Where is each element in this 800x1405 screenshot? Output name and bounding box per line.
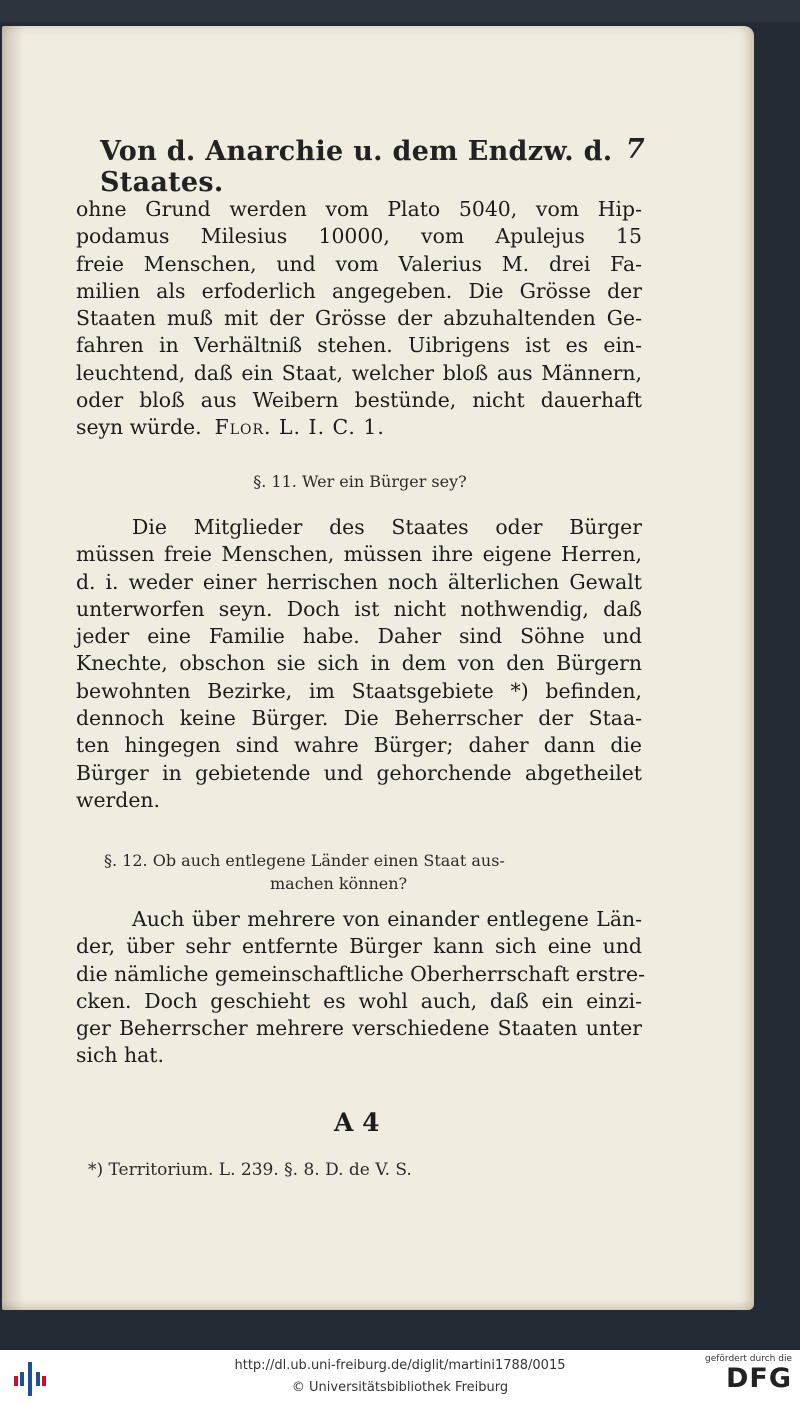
text-line: müssen freie Menschen, müssen ihre eigene Herren, [76,542,642,567]
text-line: der, über sehr entfernte Bürger kann sich eine und [76,934,642,959]
text-line: milien als erfoderlich angegeben. Die Grösse der [76,278,642,303]
section-heading-11: §. 11. Wer ein Bürger sey? [253,472,467,491]
text-line: d. i. weder einer herrischen noch älterlichen Gewalt [76,569,642,594]
paragraph-2 [76,514,642,814]
text-line: ohne Grund werden vom Plato 5040, vom Hip- [76,197,642,221]
text-line: werden. [76,787,161,812]
running-head-title: Von d. Anarchie u. dem Endzw. d. Staates. [100,136,613,198]
signature-mark: A 4 [334,1108,380,1137]
text-line: sich hat. [76,1043,164,1068]
text-line: die nämliche gemeinschaftliche Oberherrschaft erstre- [76,961,645,986]
text-line: unterworfen seyn. Doch ist nicht nothwendig, daß [76,596,642,621]
page-url[interactable]: http://dl.ub.uni-freiburg.de/diglit/martini1788/0015 [234,1358,566,1373]
running-head [100,136,645,198]
section-heading-12: §. 12. Ob auch entlegene Länder einen Staat aus- [104,851,505,870]
page-number: 7 [625,134,645,165]
paragraph-1 [76,196,642,442]
text-line: ten hingegen sind wahre Bürger; daher dann die [76,733,642,758]
text-line: Staaten muß mit der Grösse der abzuhaltenden Ge- [76,306,642,331]
text-line: Knechte, obschon sie sich in dem von den Bürgern [76,651,642,676]
text-line: dennoch keine Bürger. Die Beherrscher der Staa- [76,706,642,731]
text-line: fahren in Verhältniß stehen. Uibrigens ist es ein- [76,333,642,358]
text-line: Auch über mehrere von einander entlegene Län- [132,907,642,931]
text-line: jeder eine Familie habe. Daher sind Söhne und [76,624,642,649]
text-line: oder bloß aus Weibern bestünde, nicht dauerhaft [76,388,642,413]
citation: Flor. L. I. C. 1. [214,415,385,440]
text-line: bewohnten Bezirke, im Staatsgebiete *) befinden, [76,678,642,703]
text-line: freie Menschen, und vom Valerius M. drei Fa- [76,251,642,276]
text-line: cken. Doch geschieht es wohl auch, daß ein einzi- [76,988,642,1013]
sponsor-label: gefördert durch die [705,1354,792,1364]
section-heading-12-cont: machen können? [270,874,408,893]
sponsor-name: DFG [725,1363,792,1394]
paragraph-3 [76,906,645,1070]
sponsor-logo [700,1354,792,1402]
text-line: leuchtend, daß ein Staat, welcher bloß aus Männern, [76,360,642,385]
text-line: Die Mitglieder des Staates oder Bürger [132,515,642,539]
text-line [76,414,642,441]
viewer-footer [0,1350,800,1405]
text-line-end: seyn würde. [76,415,202,440]
copyright-notice: © Universitätsbibliothek Freiburg [291,1380,509,1395]
footnote: *) Territorium. L. 239. §. 8. D. de V. S. [88,1160,412,1180]
text-line: Bürger in gebietende und gehorchende abgetheilet [76,760,642,785]
text-line: podamus Milesius 10000, vom Apulejus 15 [76,224,642,249]
text-line: ger Beherrscher mehrere verschiedene Staaten unter [76,1016,642,1041]
